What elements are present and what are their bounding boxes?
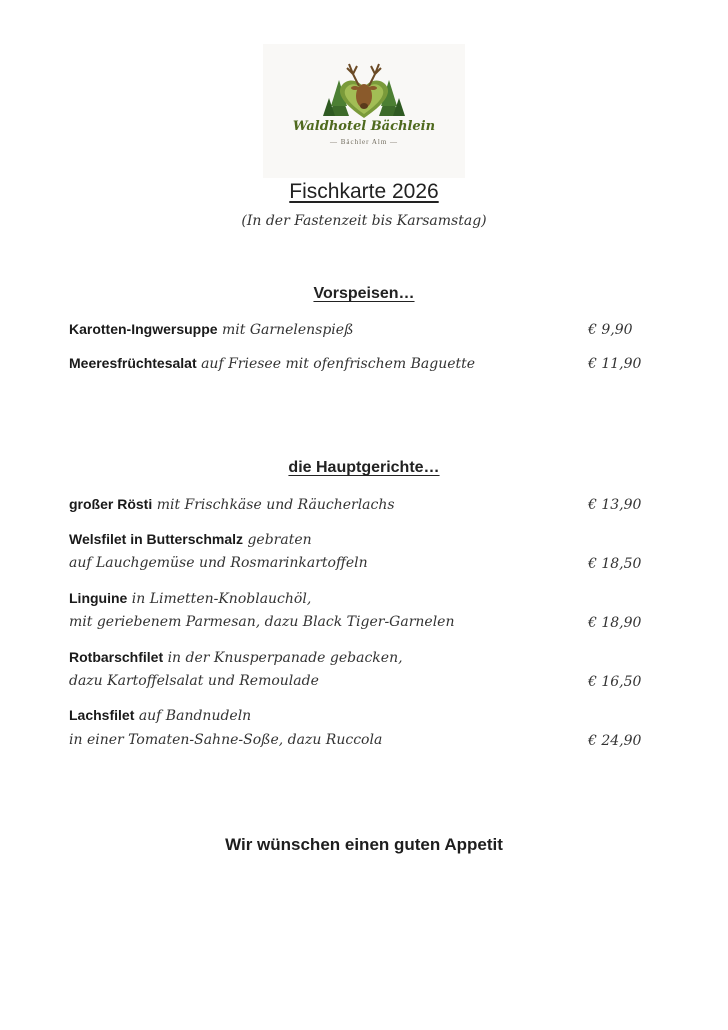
- item-name: Rotbarschfilet: [69, 649, 164, 665]
- item-description: mit Frischkäse und Räucherlachs: [156, 497, 395, 513]
- item-description-line2: in einer Tomaten-Sahne-Soße, dazu Ruccola: [69, 732, 383, 748]
- hotel-logo: [263, 44, 465, 178]
- item-description-line2: auf Lauchgemüse und Rosmarinkartoffeln: [69, 555, 368, 571]
- item-price: € 18,50: [588, 556, 642, 572]
- mains-heading: die Hauptgerichte…: [288, 459, 440, 476]
- menu-item: [69, 531, 589, 548]
- item-price: € 9,90: [588, 322, 633, 338]
- menu-item: [69, 649, 589, 666]
- logo-tagline: — Bächler Alm —: [329, 138, 399, 146]
- menu-title: Fischkarte 2026: [289, 180, 439, 203]
- item-description-line2: mit geriebenem Parmesan, dazu Black Tiger-Garnelen: [69, 614, 455, 630]
- menu-item: [69, 496, 589, 513]
- item-price: € 11,90: [588, 356, 642, 372]
- item-price: € 24,90: [588, 733, 642, 749]
- item-description: in Limetten-Knoblauchöl,: [131, 591, 312, 607]
- item-description: in der Knusperpanade gebacken,: [167, 650, 403, 666]
- menu-item: [69, 590, 589, 607]
- starters-heading: Vorspeisen…: [313, 285, 415, 302]
- item-description: auf Bandnudeln: [138, 708, 252, 724]
- menu-subtitle: (In der Fastenzeit bis Karsamstag): [241, 213, 487, 229]
- item-name: Meeresfrüchtesalat: [69, 355, 197, 371]
- menu-item: [69, 355, 589, 372]
- item-name: Lachsfilet: [69, 707, 135, 723]
- item-description: auf Friesee mit ofenfrischem Baguette: [201, 356, 476, 372]
- item-price: € 13,90: [588, 497, 642, 513]
- item-price: € 18,90: [588, 615, 642, 631]
- item-name: Linguine: [69, 590, 128, 606]
- item-name: großer Rösti: [69, 496, 153, 512]
- item-name: Karotten-Ingwersuppe: [69, 321, 218, 337]
- item-price: € 16,50: [588, 674, 642, 690]
- closing-message: Wir wünschen einen guten Appetit: [225, 835, 503, 854]
- logo-wordmark: Waldhotel Bächlein: [292, 119, 436, 134]
- menu-item: [69, 707, 589, 724]
- item-description: gebraten: [247, 532, 312, 548]
- item-description-line2: dazu Kartoffelsalat und Remoulade: [69, 673, 319, 689]
- item-description: mit Garnelenspieß: [222, 322, 354, 338]
- deer-emblem-icon: [263, 44, 465, 178]
- menu-item: [69, 321, 589, 338]
- item-name: Welsfilet in Butterschmalz: [69, 531, 244, 547]
